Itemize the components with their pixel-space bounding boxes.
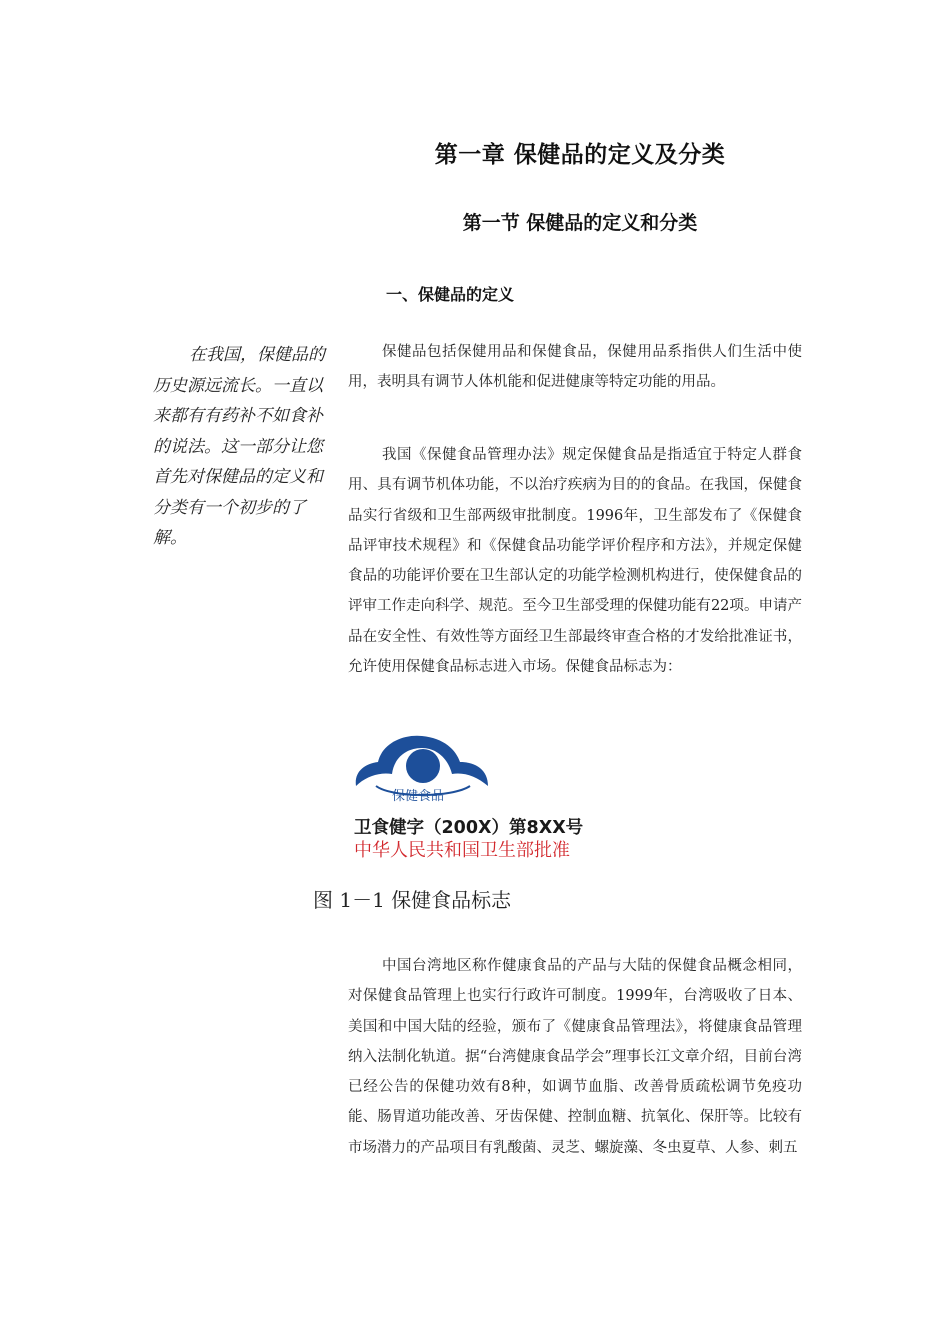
paragraph-health-products: 保健品包括保健用品和保健食品，保健用品系指供人们生活中使用，表明具有调节人体机能和促进健康等特定功能的用品。 (348, 344, 802, 391)
approval-authority: 中华人民共和国卫生部批准 (354, 840, 570, 861)
figure-caption: 图 1－1 保健食品标志 (313, 888, 512, 912)
health-food-logo (352, 728, 598, 862)
sun-dot-shape (406, 749, 440, 783)
approval-number: 卫食健字（200X）第8XX号 (354, 818, 584, 838)
paragraph-taiwan-health-food: 中国台湾地区称作健康食品的产品与大陆的保健食品概念相同，对保健食品管理上也实行行政许可制度。1999年，台湾吸收了日本、美国和中国大陆的经验，颁布了《健康食品管理法》，将健康食品管理纳入法制化轨道。据“台湾健康食品学会”理事长江文章介绍，目前台湾已经公告的保健功效有8种，如调节血脂、改善骨质疏松调节免疫功能、肠胃道功能改善、牙齿保健、控制血糖、抗氧化、保肝等。比较有市场潜力的产品项目有乳酸菌、灵芝、螺旋藻、冬虫夏草、人参、刺五 (348, 958, 802, 1156)
subsection-title: 一、保健品的定义 (386, 285, 515, 304)
chapter-title: 第一章 保健品的定义及分类 (434, 142, 726, 168)
paragraph-health-food-regulation: 我国《保健食品管理办法》规定保健食品是指适宜于特定人群食用、具有调节机体功能，不以治疗疾病为目的的食品。在我国，保健食品实行省级和卫生部两级审批制度。1996年，卫生部发布了《保健食品评审技术规程》和《保健食品功能学评价程序和方法》，并规定保健食品的功能评价要在卫生部认定的功能学检测机构进行，使保健食品的评审工作走向科学、规范。至今卫生部受理的保健功能有22项。申请产品在安全性、有效性等方面经卫生部最终审查合格的才发给批准证书，允许使用保健食品标志进入市场。保健食品标志为： (348, 447, 802, 676)
side-note: 在我国，保健品的历史源远流长。一直以来都有有药补不如食补的说法。这一部分让您首先对保健品的定义和分类有一个初步的了解。 (153, 345, 325, 548)
logo-label: 保健食品 (392, 789, 445, 804)
section-title: 第一节 保健品的定义和分类 (462, 212, 698, 234)
